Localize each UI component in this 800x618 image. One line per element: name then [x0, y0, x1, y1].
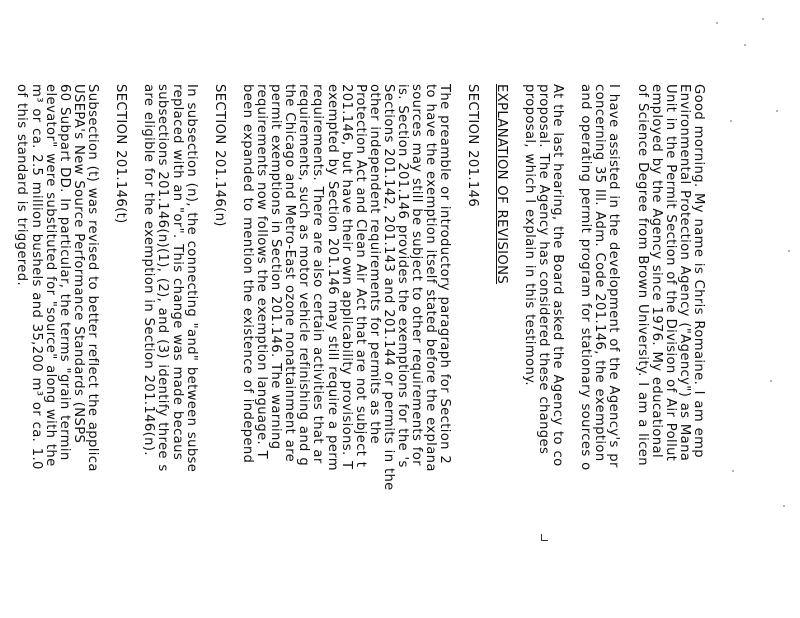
text-line: Good morning. My name is Chris Romaine. I am emp [691, 84, 706, 458]
text-line: replaced with an "or". This change was made becaus [169, 84, 185, 461]
text-line: 60 Subpart DD. In particular, the terms "grain termin [56, 84, 72, 461]
subsection-n-paragraph [141, 84, 197, 618]
text-line: elevator" were substituted for "source" along with the [42, 84, 58, 467]
development-paragraph [578, 84, 620, 618]
text-line: of Science Degree from Brown University. I am a licen [634, 84, 650, 466]
scan-speck [788, 250, 790, 252]
text-line: I have assisted in the development of the Agency's pr [606, 84, 622, 468]
scan-speck [783, 505, 785, 507]
explanation-heading: EXPLANATION OF REVISIONS [493, 84, 509, 285]
text-line: other independent requirements for permits as the [366, 84, 382, 444]
text-line: USEPA's New Source Performance Standards (NSPS [70, 84, 86, 444]
text-line: 201.146, but have their own applicability provisions. T [338, 84, 354, 470]
section-201-146-t-heading: SECTION 201.146(t) [113, 84, 129, 224]
text-line: employed by the Agency since 1976. My educational [648, 84, 664, 458]
scan-speck [730, 120, 732, 122]
scan-speck [716, 22, 718, 24]
scan-speck [770, 380, 772, 382]
text-line: Unit in the Permit Section of the Division of Air Pollut [662, 84, 678, 462]
text-line: In subsection (n), the connecting "and" between subse [183, 84, 199, 473]
section-201-146-n-heading: SECTION 201.146(n) [211, 84, 227, 227]
text-line: are eligible for the exemption in Section 201.146(n). [141, 84, 157, 456]
text-line: At the last hearing, the Board asked the Agency to co [550, 84, 566, 467]
subsection-t-paragraph [14, 84, 99, 618]
text-line: the Chicago and Metro-East ozone nonattainment are [282, 84, 298, 463]
text-line: requirements now follows the exemption language. T [254, 84, 270, 460]
scan-speck [732, 470, 734, 472]
section-201-146-heading: SECTION 201.146 [465, 84, 481, 208]
text-line: sources may still be subject to other requirements for [409, 84, 425, 466]
preamble-paragraph [240, 84, 451, 618]
text-line: been expanded to mention the existence of independ [240, 84, 255, 464]
text-line: to have the exemption itself stated before the explana [423, 84, 439, 472]
text-line: of this standard is triggered. [14, 84, 30, 286]
text-line: and operating permit program for stationary sources o [578, 84, 594, 471]
scan-speck [744, 44, 746, 46]
text-line: proposal. The Agency has considered these changes [535, 84, 551, 455]
scan-speck [762, 18, 764, 20]
text-line: requirements. There are also certain activities that ar [310, 84, 326, 464]
intro-paragraph [635, 84, 705, 618]
scan-speck [776, 110, 778, 112]
text-line: is. Section 201.146 provides the exemptions for the 's [395, 84, 411, 468]
text-line: concerning 35 Ill. Adm. Code 201.146, the exemption [592, 84, 608, 462]
text-line: The preamble or introductory paragraph for Section 2 [437, 84, 453, 465]
text-line: Sections 201.142, 201.143 and 201.144 or permits in the [380, 84, 396, 491]
text-line: subsections 201.146(n)(1), (2), and (3) identify three s [155, 84, 171, 472]
rotated-text-block [14, 84, 705, 618]
text-line: permit exemptions in Section 201.146. The warning [268, 84, 284, 450]
corner-mark [541, 534, 548, 541]
text-line: proposal, which I explain in this testimony. [521, 84, 537, 386]
text-line: Environmental Protection Agency ("Agency") as Mana [676, 84, 692, 462]
text-line: exempted by Section 201.146 may still require a perm [324, 84, 340, 471]
text-line: Protection Act and Clean Air Act that are not subject t [352, 84, 368, 468]
text-line: m³ or ca. 2.5 million bushels and 35,200 m³ or ca. 1.0 [28, 84, 44, 470]
text-line: requirements, such as motor vehicle refinishing and g [296, 84, 312, 467]
text-line: Subsection (t) was revised to better reflect the applica [84, 84, 100, 472]
